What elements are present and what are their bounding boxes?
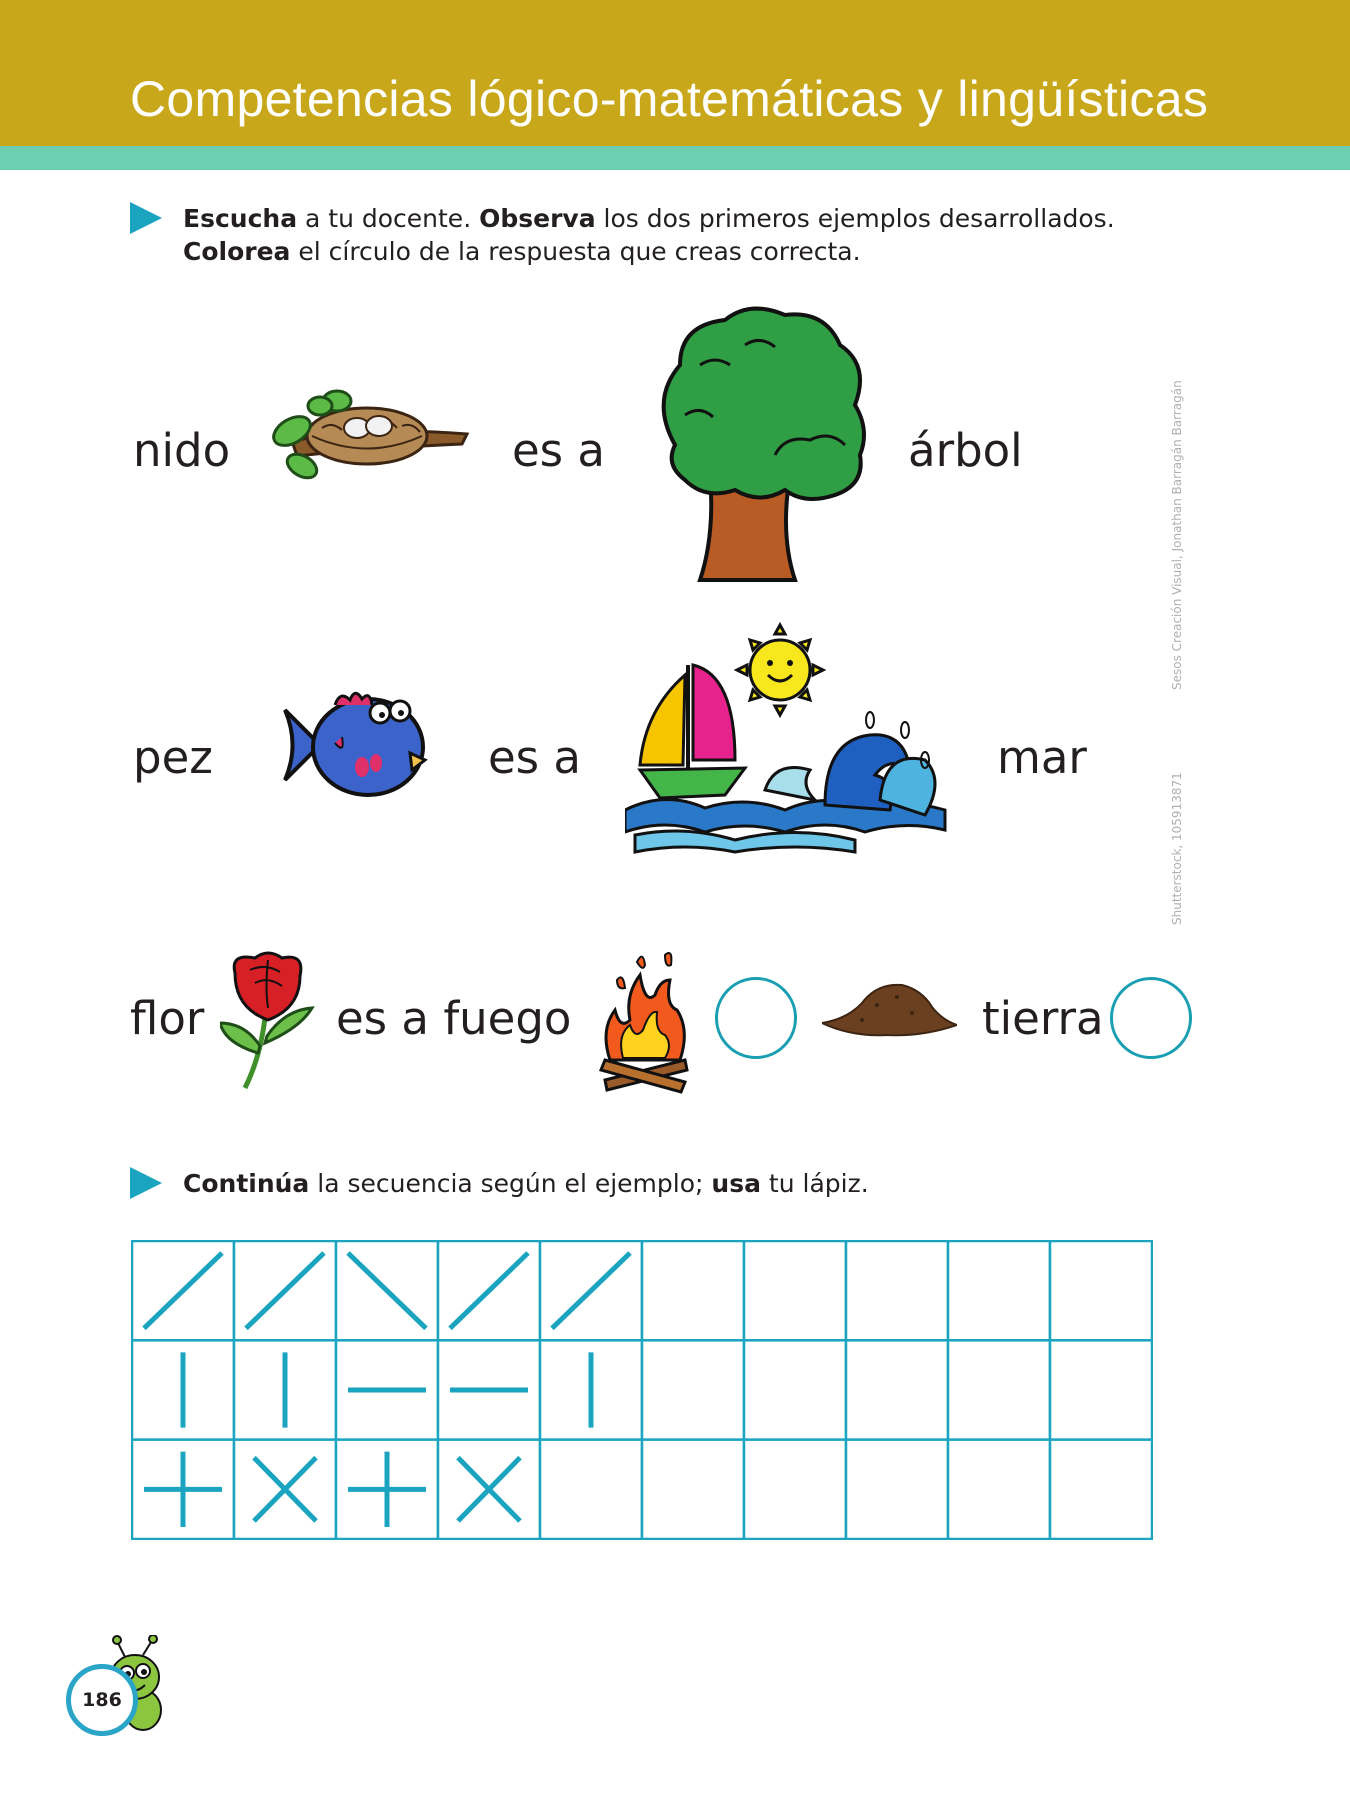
sequence-cell[interactable] bbox=[744, 1440, 846, 1539]
instruction-keyword: Continúa bbox=[183, 1169, 310, 1198]
sequence-cell[interactable] bbox=[948, 1340, 1050, 1439]
fire-icon bbox=[595, 950, 695, 1095]
tree-icon bbox=[655, 305, 870, 590]
instruction-text: tu lápiz. bbox=[760, 1169, 869, 1198]
instruction-arrow-icon bbox=[130, 202, 162, 234]
sequence-cell[interactable] bbox=[846, 1340, 948, 1439]
instruction-keyword: Colorea bbox=[183, 237, 291, 266]
sequence-cell[interactable] bbox=[1050, 1340, 1152, 1439]
instruction-arrow-icon bbox=[130, 1167, 162, 1199]
instruction-2-line-1 bbox=[183, 1167, 869, 1200]
sequence-cell[interactable] bbox=[642, 1241, 744, 1340]
sequence-cell[interactable] bbox=[1050, 1440, 1152, 1539]
connector-row-1: es a bbox=[512, 424, 606, 477]
connector-row-3: es a fuego bbox=[336, 992, 572, 1045]
header-band bbox=[0, 146, 1350, 170]
word-pez: pez bbox=[133, 731, 213, 784]
header-bar bbox=[0, 0, 1350, 146]
soil-icon bbox=[822, 975, 957, 1045]
sequence-cell[interactable] bbox=[642, 1340, 744, 1439]
image-credit-1: Shutterstock, 105913871 bbox=[1170, 772, 1184, 925]
connector-row-2: es a bbox=[488, 731, 582, 784]
sequence-cell[interactable] bbox=[744, 1241, 846, 1340]
fish-icon bbox=[280, 685, 435, 805]
sequence-cell[interactable] bbox=[948, 1440, 1050, 1539]
sequence-cell[interactable] bbox=[744, 1340, 846, 1439]
sequence-cell[interactable] bbox=[1050, 1241, 1152, 1340]
sequence-cell[interactable] bbox=[846, 1440, 948, 1539]
instruction-1-line-1 bbox=[183, 202, 1115, 235]
instruction-text: el círculo de la respuesta que creas correcta. bbox=[290, 237, 861, 266]
answer-circle-tierra[interactable] bbox=[1110, 977, 1192, 1059]
instruction-text: la secuencia según el ejemplo; bbox=[309, 1169, 712, 1198]
sequence-cell[interactable] bbox=[846, 1241, 948, 1340]
sea-icon bbox=[625, 620, 950, 855]
sequence-cell[interactable] bbox=[642, 1440, 744, 1539]
word-nido: nido bbox=[133, 424, 231, 477]
answer-circle-fuego[interactable] bbox=[715, 977, 797, 1059]
instruction-1-line-2 bbox=[183, 235, 861, 268]
image-credit-2: Sesos Creación Visual, Jonathan Barragán Barragán bbox=[1170, 380, 1184, 690]
sequence-cell[interactable] bbox=[540, 1440, 642, 1539]
instruction-text: los dos primeros ejemplos desarrollados. bbox=[595, 204, 1115, 233]
sequence-cell[interactable] bbox=[948, 1241, 1050, 1340]
page-number: 186 bbox=[66, 1664, 138, 1736]
answer-arbol: árbol bbox=[908, 424, 1023, 477]
instruction-text: a tu docente. bbox=[297, 204, 480, 233]
page-title: Competencias lógico-matemáticas y lingüísticas bbox=[130, 71, 1209, 127]
answer-mar: mar bbox=[997, 731, 1087, 784]
instruction-keyword: Escucha bbox=[183, 204, 298, 233]
word-flor: flor bbox=[130, 992, 205, 1045]
instruction-keyword: usa bbox=[711, 1169, 761, 1198]
sequence-grid[interactable] bbox=[131, 1240, 1153, 1540]
instruction-keyword: Observa bbox=[479, 204, 596, 233]
nest-icon bbox=[262, 386, 472, 486]
answer-tierra: tierra bbox=[982, 992, 1104, 1045]
rose-icon bbox=[220, 948, 315, 1093]
